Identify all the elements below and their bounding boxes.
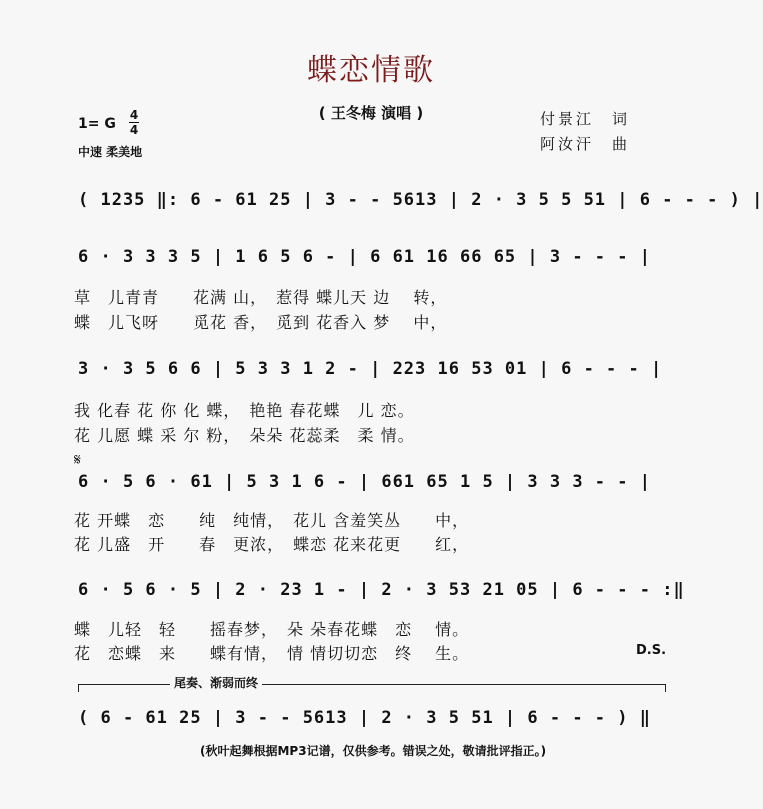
key-signature: 1= G	[78, 116, 116, 132]
staff-row-intro: ( 1235 ‖: 6 - 61 25 | 3 - - 5613 | 2 · 3 5 5 51 | 6 - - - ) |	[78, 190, 763, 210]
lyric-row-2-verse-1: 草 儿青青 花满 山， 惹得 蝶儿天 边 转，	[74, 288, 448, 307]
staff-row-3: 3 · 3 5 6 6 | 5 3 3 1 2 - | 223 16 53 01 | 6 - - - |	[78, 359, 663, 379]
coda-bracket-line	[78, 684, 666, 685]
tempo-marking: 中速 柔美地	[78, 145, 143, 159]
staff-row-5: 6 · 5 6 · 5 | 2 · 23 1 - | 2 · 3 53 21 05 | 6 - - - :‖	[78, 580, 685, 600]
staff-row-coda: ( 6 - 61 25 | 3 - - 5613 | 2 · 3 5 51 | 6 - - - ) ‖	[78, 708, 651, 728]
singer-credit: ( 王冬梅 演唱 )	[318, 104, 424, 122]
lyric-row-5-verse-1: 蝶 儿轻 轻 摇春梦， 朵 朵春花蝶 恋 情。	[74, 620, 470, 639]
footer-note: (秋叶起舞根据MP3记谱，仅供参考。错误之处，敬请批评指正。)	[200, 744, 547, 758]
song-title: 蝶恋情歌	[307, 53, 435, 88]
time-denominator: 4	[129, 123, 139, 137]
lyric-row-4-verse-1: 花 开蝶 恋 纯 纯情， 花儿 含羞笑丛 中，	[74, 511, 470, 530]
lyricist-credit: 付景江 词	[540, 110, 631, 128]
segno-sign: 𝄋	[74, 450, 81, 469]
lyric-row-4-verse-2: 花 儿盛 开 春 更浓， 蝶恋 花来花更 红，	[74, 535, 470, 554]
time-signature	[129, 109, 139, 136]
lyric-row-5-verse-2: 花 恋蝶 来 蝶有情， 情 情切切恋 终 生。	[74, 644, 470, 663]
staff-row-2: 6 · 3 3 3 5 | 1 6 5 6 - | 6 61 16 66 65 | 3 - - - |	[78, 247, 651, 267]
coda-bracket-left-tick	[78, 684, 79, 692]
lyric-row-2-verse-2: 蝶 儿飞呀 觅花 香， 觅到 花香入 梦 中，	[74, 313, 448, 332]
coda-label: 尾奏、渐弱而终	[170, 674, 262, 691]
time-numerator: 4	[129, 108, 139, 122]
staff-row-4: 6 · 5 6 · 61 | 5 3 1 6 - | 661 65 1 5 | 3 3 3 - - |	[78, 472, 651, 492]
lyric-row-3-verse-1: 我 化春 花 你 化 蝶， 艳艳 春花蝶 儿 恋。	[74, 401, 415, 420]
coda-bracket-right-tick	[665, 684, 666, 692]
lyric-row-3-verse-2: 花 儿愿 蝶 采 尔 粉， 朵朵 花蕊柔 柔 情。	[74, 426, 415, 445]
composer-credit: 阿汝汗 曲	[540, 135, 631, 153]
dal-segno-marking: D.S.	[636, 643, 667, 658]
